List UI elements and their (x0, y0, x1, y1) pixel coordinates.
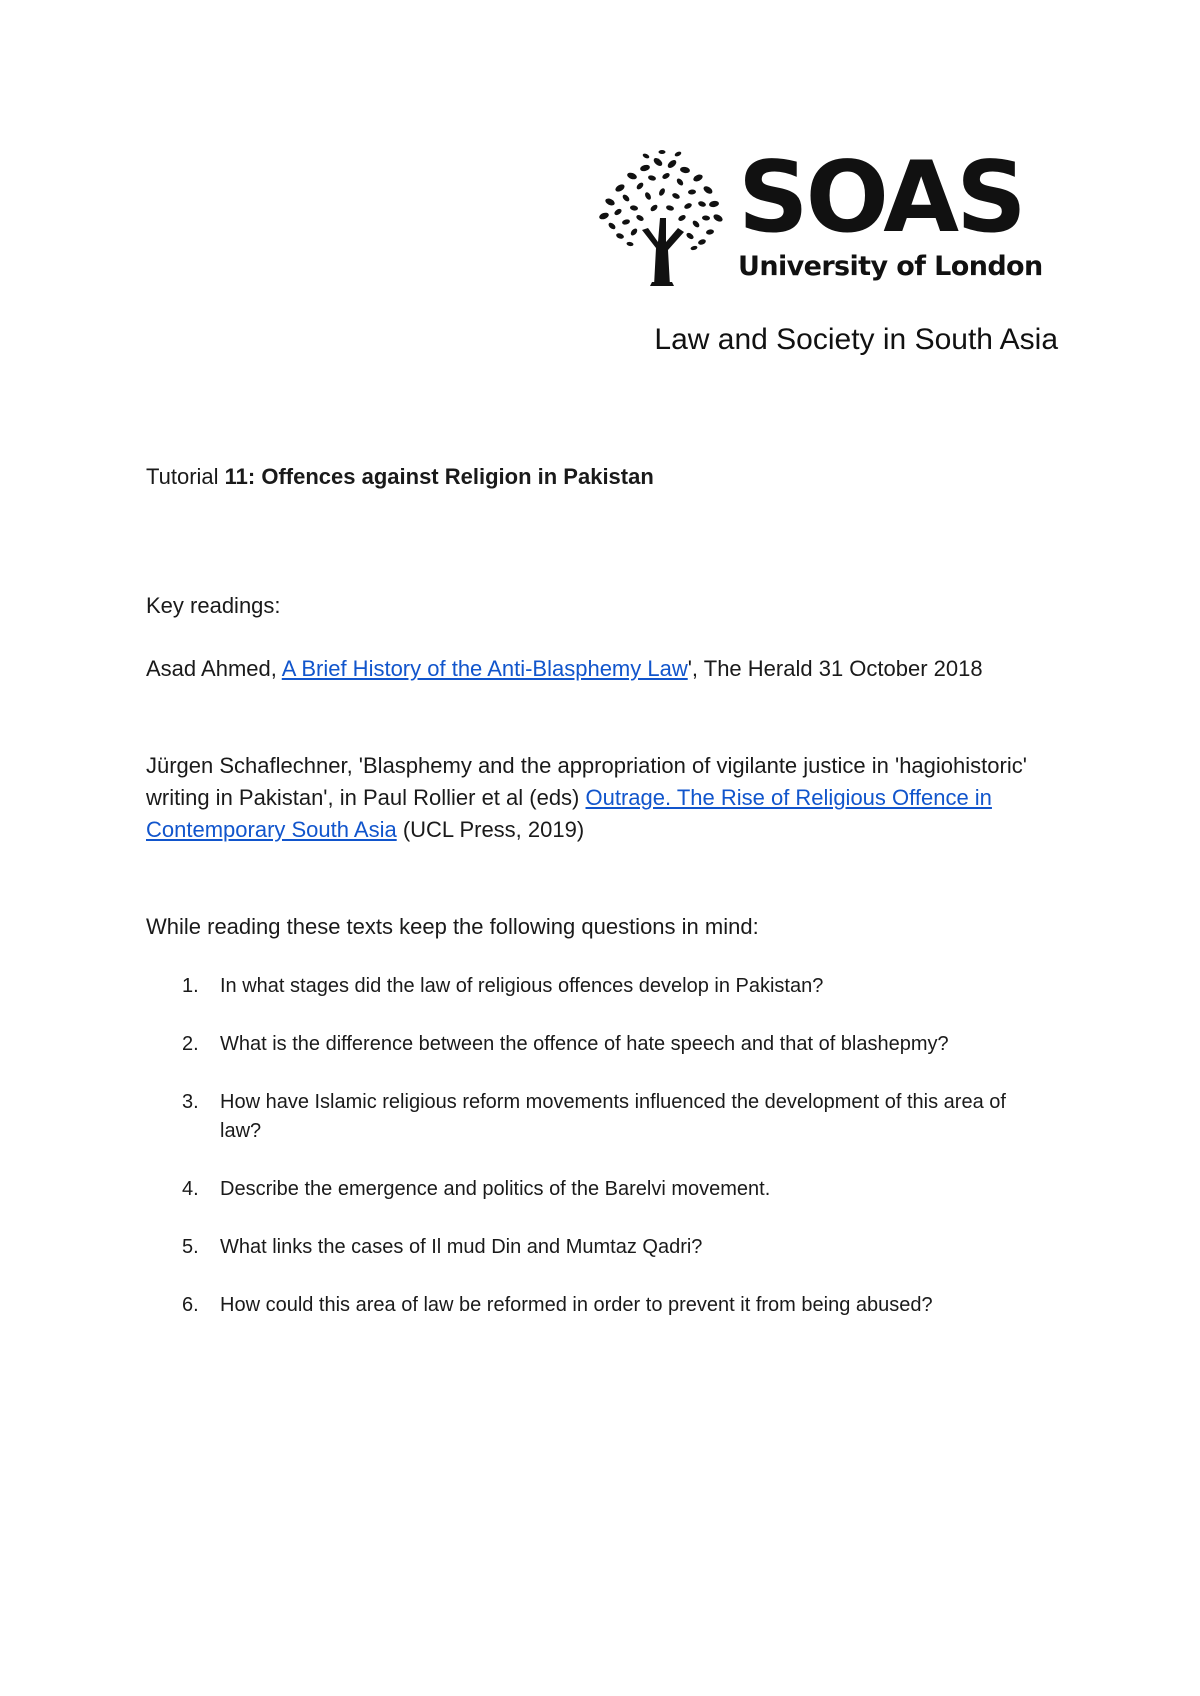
reading-link[interactable]: Outrage. The Rise of Religious Offence in Contemporary South Asia (146, 785, 992, 842)
tutorial-prefix: Tutorial (146, 464, 225, 489)
logo-subtitle: University of London (738, 251, 1043, 282)
question-number: 2. (182, 1033, 199, 1055)
list-item (146, 1175, 1046, 1204)
question-number: 4. (182, 1178, 199, 1200)
soas-logo (590, 141, 1060, 288)
list-item (146, 1233, 1046, 1262)
reading-link[interactable]: A Brief History of the Anti-Blasphemy Law (281, 656, 688, 681)
question-text: What links the cases of Il mud Din and Mumtaz Qadri? (220, 1236, 703, 1258)
tutorial-heading (146, 463, 654, 491)
question-number: 6. (182, 1294, 199, 1316)
question-text: Describe the emergence and politics of the Barelvi movement. (220, 1178, 771, 1200)
tutorial-title: 11: Offences against Religion in Pakistan (224, 464, 654, 489)
question-text: How have Islamic religious reform movements influenced the development of this area of law? (220, 1091, 1006, 1142)
question-text: How could this area of law be reformed in order to prevent it from being abused? (220, 1294, 933, 1316)
question-text: In what stages did the law of religious offences develop in Pakistan? (220, 975, 824, 997)
questions-list (146, 972, 1046, 1349)
question-number: 1. (182, 975, 199, 997)
reading-text: (UCL Press, 2019) (396, 817, 585, 842)
list-item (146, 1291, 1046, 1320)
questions-intro: While reading these texts keep the following questions in mind: (146, 914, 759, 939)
question-number: 3. (182, 1091, 199, 1113)
reading-item (146, 750, 1046, 846)
reading-text: Jürgen Schaflechner, 'Blasphemy and the appropriation of vigilante justice in 'hagiohistoric' writing in Pakistan', in Paul Rollier et al (eds) (146, 753, 1027, 810)
reading-text: ', The Herald 31 October 2018 (687, 656, 983, 681)
logo-text (738, 141, 1043, 282)
question-number: 5. (182, 1236, 199, 1258)
course-title: Law and Society in South Asia (654, 323, 1058, 356)
tree-icon (590, 148, 730, 286)
reading-item (146, 653, 1046, 685)
list-item (146, 972, 1046, 1001)
reading-text: Asad Ahmed, (146, 656, 282, 681)
list-item (146, 1030, 1046, 1059)
list-item (146, 1088, 1046, 1146)
logo-name: SOAS (738, 141, 1024, 255)
question-text: What is the difference between the offence of hate speech and that of blashepmy? (220, 1033, 949, 1055)
key-readings-label: Key readings: (146, 593, 281, 618)
